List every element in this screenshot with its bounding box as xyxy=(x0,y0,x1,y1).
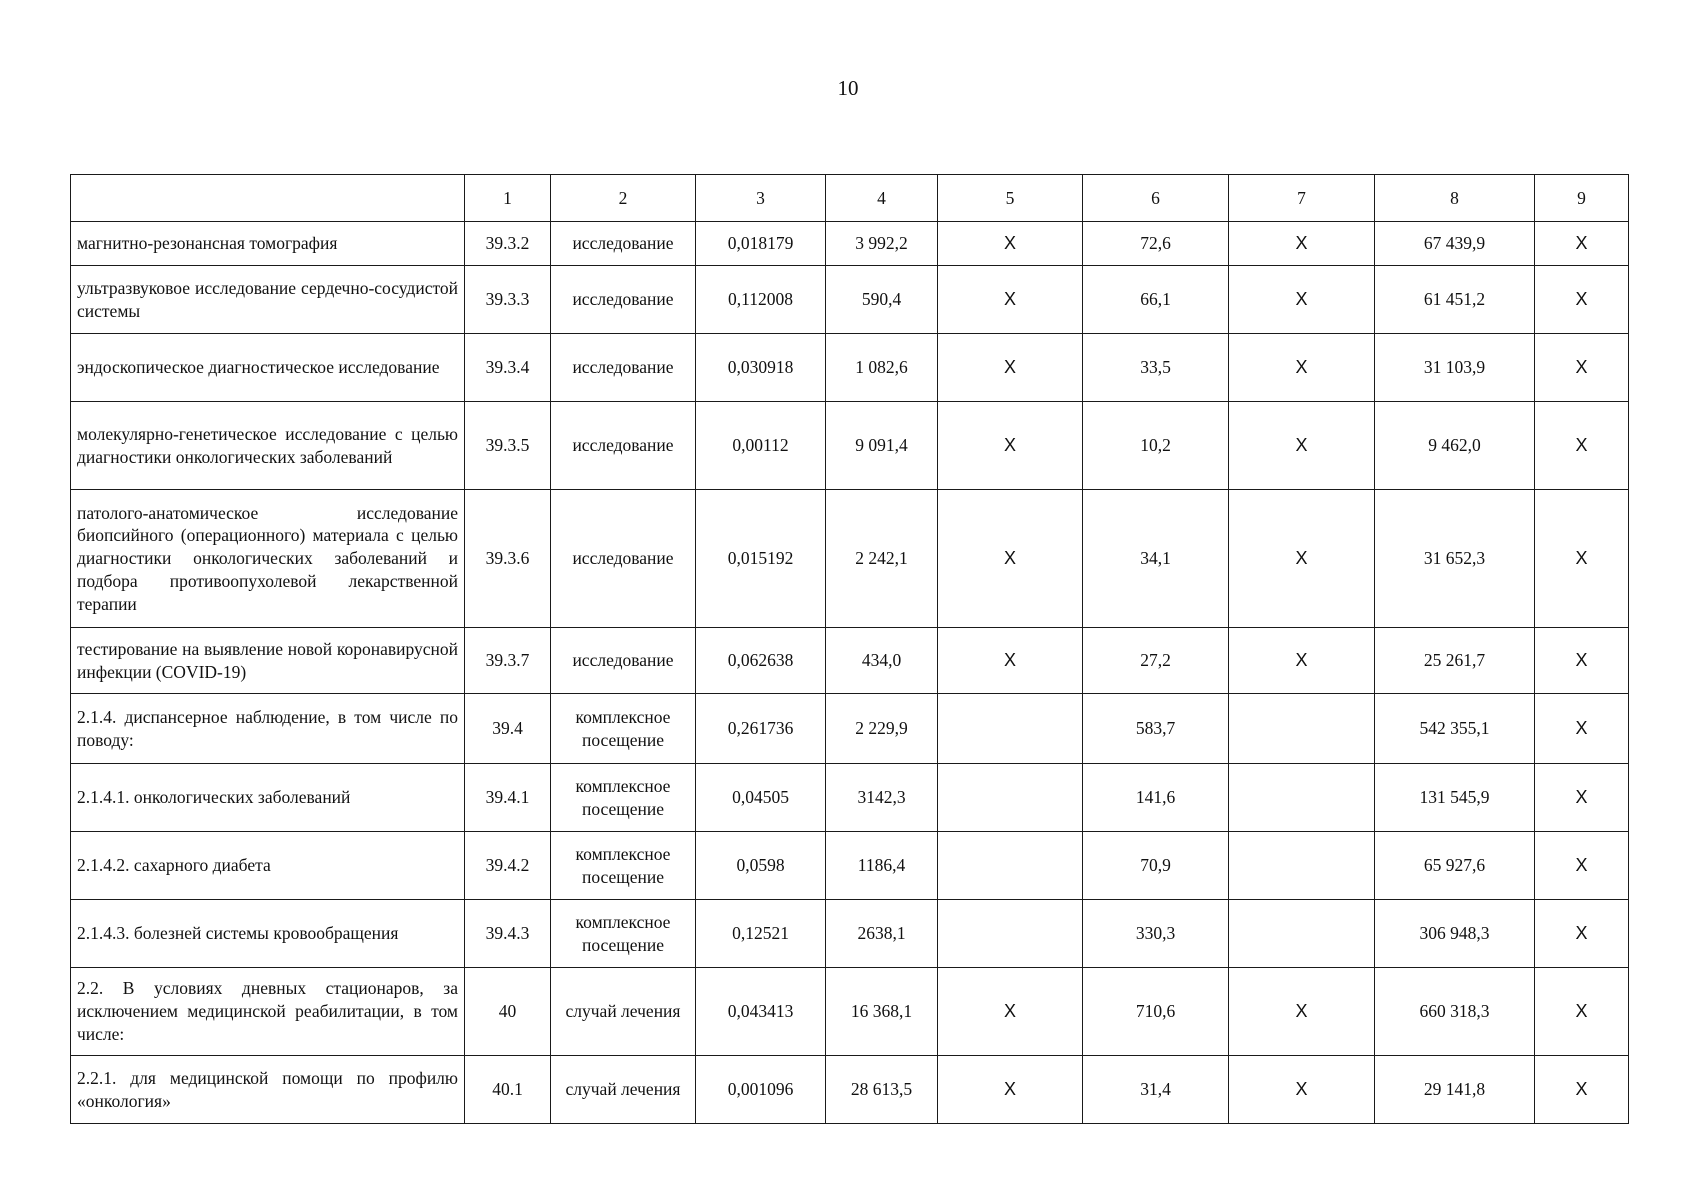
table-row xyxy=(71,490,1629,628)
cell-c5 xyxy=(938,694,1083,764)
header-cell-3: 3 xyxy=(696,175,826,222)
cell-c7 xyxy=(1229,832,1375,900)
cell-c5: X xyxy=(938,266,1083,334)
cell-c3: 0,04505 xyxy=(696,764,826,832)
cell-c6: 72,6 xyxy=(1083,222,1229,266)
cell-c2: исследование xyxy=(551,222,696,266)
cell-c7: X xyxy=(1229,222,1375,266)
cell-c1: 39.3.3 xyxy=(465,266,551,334)
cell-c7 xyxy=(1229,900,1375,968)
cell-c8: 306 948,3 xyxy=(1375,900,1535,968)
cell-c2: исследование xyxy=(551,628,696,694)
cell-c1: 39.4 xyxy=(465,694,551,764)
cell-c8: 65 927,6 xyxy=(1375,832,1535,900)
cell-c9: X xyxy=(1535,694,1629,764)
table-row xyxy=(71,402,1629,490)
cell-c2: исследование xyxy=(551,402,696,490)
cell-c4: 3142,3 xyxy=(826,764,938,832)
cell-c3: 0,062638 xyxy=(696,628,826,694)
cell-c3: 0,00112 xyxy=(696,402,826,490)
cell-c9: X xyxy=(1535,628,1629,694)
cell-c3: 0,015192 xyxy=(696,490,826,628)
cell-c4: 1 082,6 xyxy=(826,334,938,402)
cell-c3: 0,0598 xyxy=(696,832,826,900)
cell-c6: 33,5 xyxy=(1083,334,1229,402)
table-row xyxy=(71,222,1629,266)
cell-c1: 39.4.1 xyxy=(465,764,551,832)
cell-c4: 1186,4 xyxy=(826,832,938,900)
cell-c7: X xyxy=(1229,490,1375,628)
row-name-cell: 2.2. В условиях дневных стационаров, за исключением медицинской реабилитации, в том числе: xyxy=(71,968,465,1056)
cell-c6: 583,7 xyxy=(1083,694,1229,764)
cell-c6: 70,9 xyxy=(1083,832,1229,900)
cell-c8: 31 652,3 xyxy=(1375,490,1535,628)
table-row xyxy=(71,968,1629,1056)
cell-c9: X xyxy=(1535,968,1629,1056)
cell-c2: случай лечения xyxy=(551,968,696,1056)
row-name-cell: 2.1.4.1. онкологических заболеваний xyxy=(71,764,465,832)
page-number: 10 xyxy=(837,76,859,100)
cell-c1: 39.4.2 xyxy=(465,832,551,900)
cell-c6: 10,2 xyxy=(1083,402,1229,490)
cell-c4: 3 992,2 xyxy=(826,222,938,266)
table-row xyxy=(71,266,1629,334)
header-cell-6: 6 xyxy=(1083,175,1229,222)
data-table xyxy=(70,174,1629,1124)
cell-c8: 542 355,1 xyxy=(1375,694,1535,764)
row-name-cell: 2.1.4. диспансерное наблюдение, в том числе по поводу: xyxy=(71,694,465,764)
cell-c3: 0,001096 xyxy=(696,1056,826,1124)
row-name-cell: тестирование на выявление новой коронавирусной инфекции (COVID-19) xyxy=(71,628,465,694)
cell-c3: 0,018179 xyxy=(696,222,826,266)
cell-c3: 0,043413 xyxy=(696,968,826,1056)
cell-c9: X xyxy=(1535,334,1629,402)
cell-c6: 66,1 xyxy=(1083,266,1229,334)
row-name-cell: 2.1.4.3. болезней системы кровообращения xyxy=(71,900,465,968)
cell-c7 xyxy=(1229,694,1375,764)
cell-c2: исследование xyxy=(551,266,696,334)
cell-c9: X xyxy=(1535,402,1629,490)
cell-c2: комплексное посещение xyxy=(551,764,696,832)
cell-c1: 39.3.2 xyxy=(465,222,551,266)
cell-c8: 31 103,9 xyxy=(1375,334,1535,402)
cell-c3: 0,030918 xyxy=(696,334,826,402)
header-cell-0 xyxy=(71,175,465,222)
cell-c1: 39.3.4 xyxy=(465,334,551,402)
column-number-row xyxy=(71,175,1629,222)
cell-c1: 39.3.6 xyxy=(465,490,551,628)
row-name-cell: ультразвуковое исследование сердечно-сосудистой системы xyxy=(71,266,465,334)
cell-c9: X xyxy=(1535,490,1629,628)
cell-c1: 39.3.5 xyxy=(465,402,551,490)
header-cell-4: 4 xyxy=(826,175,938,222)
table-row xyxy=(71,334,1629,402)
cell-c3: 0,12521 xyxy=(696,900,826,968)
cell-c7 xyxy=(1229,764,1375,832)
header-cell-8: 8 xyxy=(1375,175,1535,222)
row-name-cell: эндоскопическое диагностическое исследование xyxy=(71,334,465,402)
row-name-cell: молекулярно-генетическое исследование с целью диагностики онкологических заболеваний xyxy=(71,402,465,490)
header-cell-2: 2 xyxy=(551,175,696,222)
table-row xyxy=(71,832,1629,900)
cell-c5 xyxy=(938,832,1083,900)
cell-c5: X xyxy=(938,1056,1083,1124)
cell-c7: X xyxy=(1229,628,1375,694)
cell-c4: 2638,1 xyxy=(826,900,938,968)
cell-c6: 710,6 xyxy=(1083,968,1229,1056)
cell-c9: X xyxy=(1535,1056,1629,1124)
cell-c6: 31,4 xyxy=(1083,1056,1229,1124)
cell-c5: X xyxy=(938,334,1083,402)
cell-c6: 34,1 xyxy=(1083,490,1229,628)
cell-c5 xyxy=(938,900,1083,968)
cell-c5: X xyxy=(938,968,1083,1056)
row-name-cell: патолого-анатомическое исследование биопсийного (операционного) материала с целью диагностики онкологических заболеваний и подбора противоопухолевой лекарственной терапии xyxy=(71,490,465,628)
row-name-cell: 2.1.4.2. сахарного диабета xyxy=(71,832,465,900)
cell-c5: X xyxy=(938,222,1083,266)
cell-c2: исследование xyxy=(551,490,696,628)
cell-c3: 0,112008 xyxy=(696,266,826,334)
header-cell-9: 9 xyxy=(1535,175,1629,222)
cell-c2: комплексное посещение xyxy=(551,832,696,900)
header-cell-1: 1 xyxy=(465,175,551,222)
cell-c1: 40.1 xyxy=(465,1056,551,1124)
cell-c6: 27,2 xyxy=(1083,628,1229,694)
cell-c1: 40 xyxy=(465,968,551,1056)
cell-c8: 29 141,8 xyxy=(1375,1056,1535,1124)
cell-c9: X xyxy=(1535,222,1629,266)
cell-c2: исследование xyxy=(551,334,696,402)
cell-c7: X xyxy=(1229,968,1375,1056)
table-row xyxy=(71,764,1629,832)
cell-c8: 25 261,7 xyxy=(1375,628,1535,694)
cell-c1: 39.4.3 xyxy=(465,900,551,968)
cell-c5: X xyxy=(938,402,1083,490)
cell-c4: 2 242,1 xyxy=(826,490,938,628)
cell-c8: 61 451,2 xyxy=(1375,266,1535,334)
cell-c5: X xyxy=(938,490,1083,628)
cell-c3: 0,261736 xyxy=(696,694,826,764)
cell-c9: X xyxy=(1535,900,1629,968)
row-name-cell: магнитно-резонансная томография xyxy=(71,222,465,266)
row-name-cell: 2.2.1. для медицинской помощи по профилю «онкология» xyxy=(71,1056,465,1124)
cell-c8: 131 545,9 xyxy=(1375,764,1535,832)
cell-c2: случай лечения xyxy=(551,1056,696,1124)
cell-c6: 330,3 xyxy=(1083,900,1229,968)
table-row xyxy=(71,628,1629,694)
cell-c4: 434,0 xyxy=(826,628,938,694)
cell-c5 xyxy=(938,764,1083,832)
cell-c8: 9 462,0 xyxy=(1375,402,1535,490)
cell-c2: комплексное посещение xyxy=(551,900,696,968)
cell-c7: X xyxy=(1229,266,1375,334)
cell-c4: 9 091,4 xyxy=(826,402,938,490)
cell-c4: 590,4 xyxy=(826,266,938,334)
table-row xyxy=(71,694,1629,764)
cell-c4: 2 229,9 xyxy=(826,694,938,764)
cell-c4: 28 613,5 xyxy=(826,1056,938,1124)
cell-c4: 16 368,1 xyxy=(826,968,938,1056)
cell-c9: X xyxy=(1535,764,1629,832)
table-row xyxy=(71,900,1629,968)
cell-c7: X xyxy=(1229,334,1375,402)
cell-c7: X xyxy=(1229,402,1375,490)
cell-c1: 39.3.7 xyxy=(465,628,551,694)
cell-c8: 67 439,9 xyxy=(1375,222,1535,266)
header-cell-5: 5 xyxy=(938,175,1083,222)
cell-c7: X xyxy=(1229,1056,1375,1124)
cell-c5: X xyxy=(938,628,1083,694)
cell-c2: комплексное посещение xyxy=(551,694,696,764)
cell-c9: X xyxy=(1535,832,1629,900)
header-cell-7: 7 xyxy=(1229,175,1375,222)
cell-c6: 141,6 xyxy=(1083,764,1229,832)
cell-c9: X xyxy=(1535,266,1629,334)
cell-c8: 660 318,3 xyxy=(1375,968,1535,1056)
table-row xyxy=(71,1056,1629,1124)
